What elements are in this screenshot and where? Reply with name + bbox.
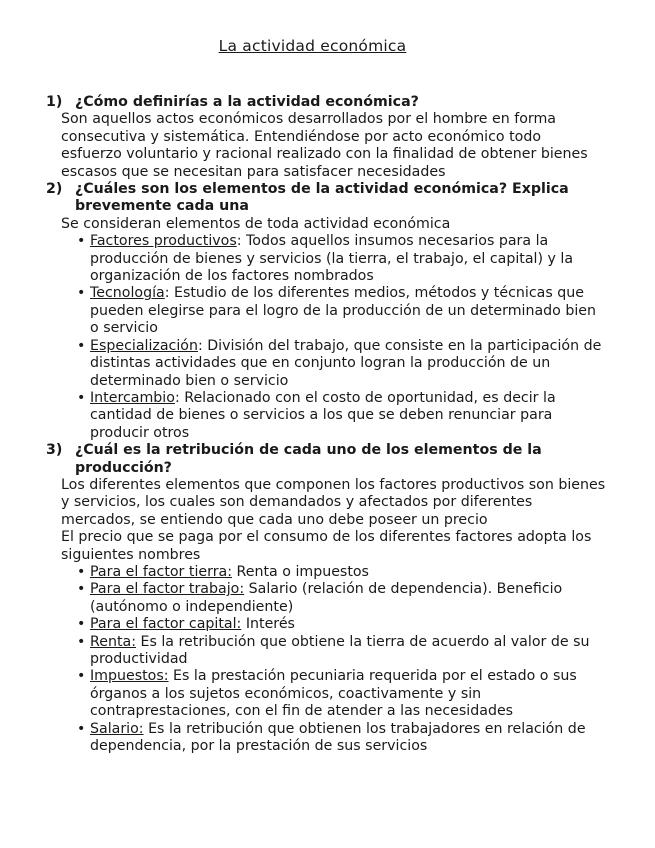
list-item <box>90 616 606 633</box>
answer-2-intro: Se consideran elementos de toda actividad económica <box>61 215 451 232</box>
question-number: 2) <box>46 181 63 198</box>
term: Intercambio <box>90 389 175 406</box>
question-text: ¿Cuáles son los elementos de la actividad económica? Explica brevemente cada una <box>75 181 569 215</box>
list-item <box>90 338 606 390</box>
definition: Es la retribución que obtiene la tierra de acuerdo al valor de su productividad <box>90 633 590 667</box>
question-1 <box>46 94 606 111</box>
question-number: 1) <box>46 94 63 110</box>
term: Para el factor capital: <box>90 616 242 633</box>
term: Para el factor trabajo: <box>90 581 245 598</box>
list-item <box>90 668 606 720</box>
definition: Renta o impuestos <box>232 563 369 580</box>
term: Renta: <box>90 633 136 650</box>
definition: : División del trabajo, que consiste en la participación de distintas actividades que en conjunto logran la producción de un determinado bien o servicio <box>90 337 602 389</box>
answer-3-paragraph-1: Los diferentes elementos que componen los factores productivos son bienes y servicios, los cuales son demandados y afectados por diferentes mercados, se entiendo que cada uno debe poseer un precio <box>61 476 606 528</box>
definition: : Todos aquellos insumos necesarios para la producción de bienes y servicios (la tierra, el trabajo, el capital) y la organización de los factores nombrados <box>90 233 574 285</box>
elements-list <box>46 233 606 442</box>
retribution-list <box>46 564 606 755</box>
list-item <box>90 564 606 581</box>
list-item <box>90 233 606 285</box>
definition: Interés <box>241 616 295 633</box>
definition: : Relacionado con el costo de oportunidad, es decir la cantidad de bienes o servicios a los que se deben renunciar para producir otros <box>90 389 556 441</box>
definition: : Estudio de los diferentes medios, métodos y técnicas que pueden elegirse para el logro de la producción de un determinado bien o servicio <box>90 285 597 337</box>
definition: Es la retribución que obtienen los trabajadores en relación de dependencia, por la prestación de sus servicios <box>90 720 586 755</box>
document-content <box>46 94 606 755</box>
list-item <box>90 721 606 756</box>
document-title: La actividad económica <box>218 37 407 55</box>
question-text: ¿Cuál es la retribución de cada uno de los elementos de la producción? <box>75 442 542 476</box>
term: Especialización <box>90 337 198 354</box>
term: Para el factor tierra: <box>90 563 233 580</box>
term: Tecnología <box>90 285 165 302</box>
question-number: 3) <box>46 442 63 459</box>
list-item <box>90 285 606 337</box>
definition: Salario (relación de dependencia). Beneficio (autónomo o independiente) <box>90 581 563 615</box>
question-text: ¿Cómo definirías a la actividad económica? <box>75 94 419 110</box>
question-3 <box>46 442 606 477</box>
term: Impuestos: <box>90 668 169 685</box>
list-item <box>90 581 606 616</box>
term: Factores productivos <box>90 233 237 250</box>
definition: Es la prestación pecuniaria requerida por el estado o sus órganos a los sujetos económicos, coactivamente y sin contraprestaciones, con el fin de atender a las necesidades <box>90 668 577 720</box>
answer-1: Son aquellos actos económicos desarrollados por el hombre en forma consecutiva y sistemática. Entendiéndose por acto económico todo esfuerzo voluntario y racional realizado con la finalidad de obtener bienes escasos que se necesitan para satisfacer necesidades <box>61 111 588 180</box>
answer-3-paragraph-2: El precio que se paga por el consumo de los diferentes factores adopta los siguientes nombres <box>61 529 592 563</box>
list-item <box>90 634 606 669</box>
question-2 <box>46 181 606 216</box>
term: Salario: <box>90 720 144 737</box>
list-item <box>90 390 606 442</box>
